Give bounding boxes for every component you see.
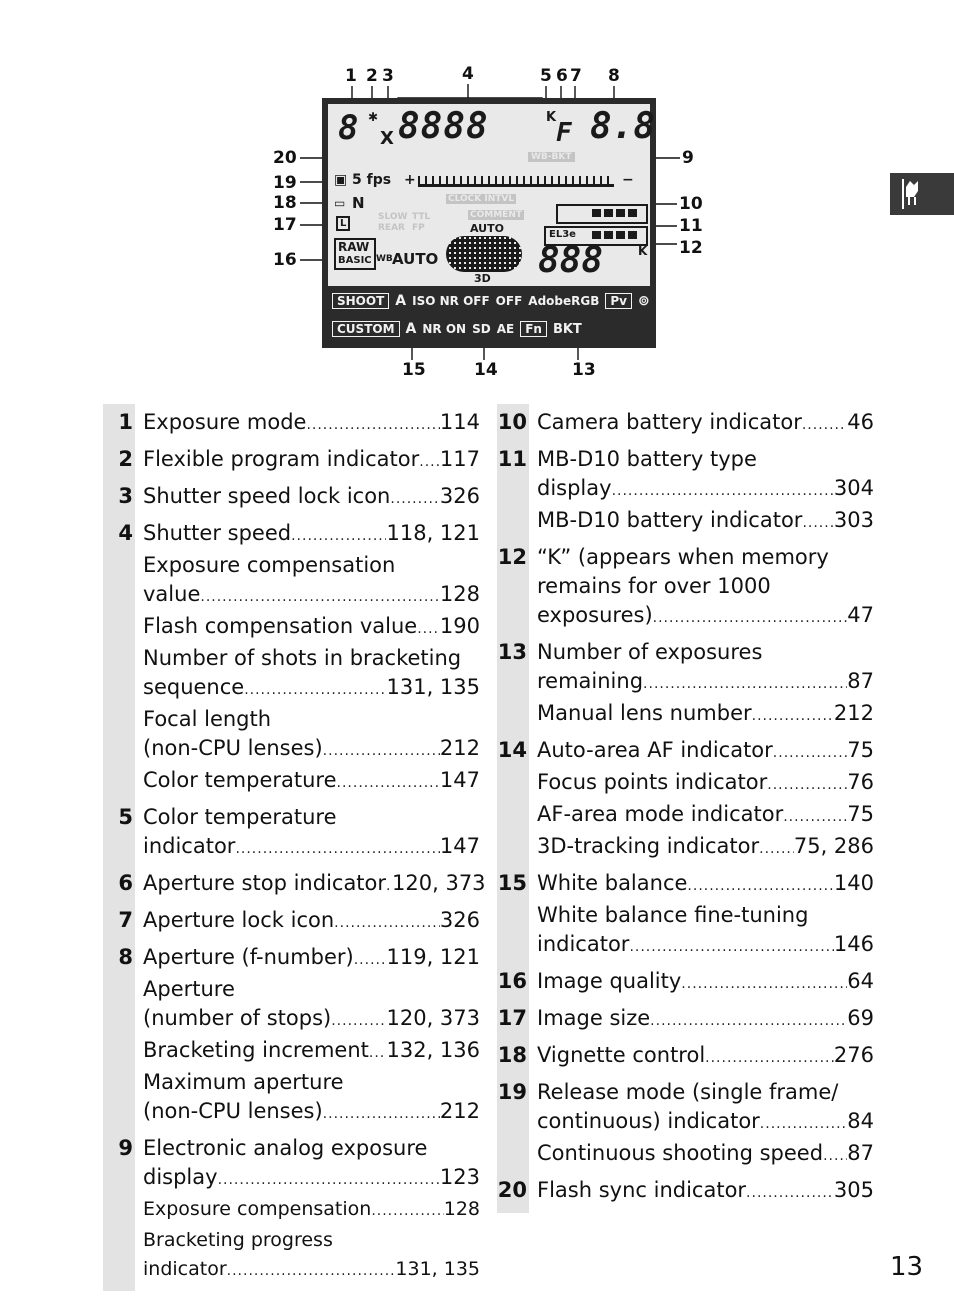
callout-3: 3 xyxy=(382,66,394,86)
callout-15: 15 xyxy=(402,360,426,380)
continuous-speed: 5 fps xyxy=(352,172,392,188)
focus-points-grid xyxy=(446,236,522,272)
item-label: (non-CPU lenses) xyxy=(143,1099,323,1123)
callout-18: 18 xyxy=(273,193,297,213)
list-item xyxy=(103,441,480,478)
dot-leader xyxy=(306,411,439,440)
list-item xyxy=(497,1074,874,1172)
item-line xyxy=(537,1139,874,1171)
item-number: 15 xyxy=(497,871,527,895)
item-line xyxy=(143,975,480,1004)
item-line xyxy=(537,1078,874,1107)
item-number: 19 xyxy=(497,1080,527,1104)
item-label: (number of stops) xyxy=(143,1006,332,1030)
dot-leader xyxy=(802,411,847,440)
item-label: Electronic analog exposure xyxy=(143,1136,428,1160)
item-line xyxy=(537,638,874,667)
list-item xyxy=(103,799,480,865)
item-number: 9 xyxy=(118,1136,133,1160)
item-number: 6 xyxy=(118,871,133,895)
dot-leader xyxy=(760,1110,847,1139)
shutter-speed-digits: 8888 xyxy=(398,106,489,147)
item-label: MB-D10 battery type xyxy=(537,447,757,471)
dot-leader xyxy=(629,933,833,962)
page-reference: 117 xyxy=(439,447,480,471)
item-label: indicator xyxy=(537,932,630,956)
comment-label: COMMENT xyxy=(470,210,522,220)
page-reference: 212 xyxy=(439,1099,480,1123)
callout-20: 20 xyxy=(273,148,297,168)
item-label: remaining xyxy=(537,669,644,693)
dot-leader xyxy=(291,522,386,551)
dot-leader xyxy=(334,909,440,938)
page-reference: 87 xyxy=(847,669,874,693)
item-label: Release mode (single frame/ xyxy=(537,1080,839,1104)
item-number: 20 xyxy=(497,1178,527,1202)
lcd-segment-area xyxy=(328,104,656,286)
dot-leader xyxy=(612,477,834,506)
item-number: 4 xyxy=(118,521,133,545)
item-line xyxy=(143,1226,480,1255)
item-line xyxy=(143,832,480,864)
dot-leader xyxy=(705,1044,834,1073)
item-label: Aperture xyxy=(143,977,235,1001)
item-line xyxy=(143,1097,480,1129)
page-reference: 147 xyxy=(439,834,480,858)
item-number: 14 xyxy=(497,738,527,762)
item-label: (non-CPU lenses) xyxy=(143,736,323,760)
dot-leader xyxy=(200,583,440,612)
page-reference: 76 xyxy=(847,770,874,794)
page-reference: 131, 135 xyxy=(386,675,480,699)
item-label: Exposure compensation xyxy=(143,553,396,577)
chapter-tab xyxy=(890,173,954,215)
exposure-mode-segment: 8 xyxy=(338,108,359,148)
page-reference: 128 xyxy=(443,1198,480,1220)
item-label: Exposure compensation xyxy=(143,1198,372,1220)
item-line xyxy=(143,906,480,938)
bkt-label: BKT xyxy=(552,321,582,337)
dot-leader xyxy=(323,1100,440,1129)
callout-13: 13 xyxy=(572,360,596,380)
item-line xyxy=(537,506,874,538)
callout-9: 9 xyxy=(682,148,694,168)
item-line xyxy=(537,832,874,864)
aperture-digits: 8.8 xyxy=(590,106,656,147)
item-label: “K” (appears when memory xyxy=(537,545,829,569)
page-reference: 212 xyxy=(439,736,480,760)
page-reference: 120, 373 xyxy=(392,871,486,895)
dot-leader xyxy=(783,803,847,832)
item-number: 11 xyxy=(497,447,527,471)
white-balance-auto: AUTO xyxy=(392,250,439,268)
list-item xyxy=(497,1172,874,1209)
wb-bkt-label: WB-BKT xyxy=(528,152,575,162)
item-label: Shutter speed lock icon xyxy=(143,484,391,508)
page-reference: 147 xyxy=(439,768,480,792)
exposures-remaining-digits: 888 xyxy=(538,240,604,281)
item-line xyxy=(537,901,874,930)
analog-exposure-display: + − xyxy=(404,172,634,188)
list-item xyxy=(497,539,874,634)
image-quality-box xyxy=(334,238,376,270)
item-label: exposures) xyxy=(537,603,653,627)
item-line xyxy=(537,474,874,506)
item-line xyxy=(537,601,874,633)
item-label: Bracketing increment xyxy=(143,1038,369,1062)
page-reference: 303 xyxy=(833,508,874,532)
dot-leader xyxy=(390,485,440,514)
item-label: Shutter speed xyxy=(143,521,292,545)
list-item xyxy=(103,865,486,902)
item-number: 18 xyxy=(497,1043,527,1067)
item-label: AF-area mode indicator xyxy=(537,802,784,826)
page-reference: 84 xyxy=(847,1109,874,1133)
page-reference: 304 xyxy=(833,476,874,500)
dot-leader xyxy=(419,448,440,477)
battery-type-display: EL3e xyxy=(549,229,576,240)
item-label: Image size xyxy=(537,1006,651,1030)
item-line xyxy=(143,1255,480,1286)
page-reference: 132, 136 xyxy=(386,1038,480,1062)
list-item xyxy=(103,515,480,799)
item-line xyxy=(537,1041,874,1073)
item-label: 3D-tracking indicator xyxy=(537,834,760,858)
item-label: Flexible program indicator xyxy=(143,447,420,471)
flash-sync-x: X xyxy=(380,128,394,149)
clock-intvl-label: CLOCK INTVL xyxy=(448,194,515,204)
item-line xyxy=(143,482,480,514)
wb-icon: WB xyxy=(376,254,393,264)
callout-11: 11 xyxy=(679,216,703,236)
item-label: Aperture (f-number) xyxy=(143,945,354,969)
page-reference: 75 xyxy=(847,738,874,762)
dot-leader xyxy=(773,739,847,768)
list-item xyxy=(497,865,874,963)
item-line xyxy=(143,1004,480,1036)
item-line xyxy=(143,445,480,477)
release-mode-icon: ▣ xyxy=(334,172,348,188)
nr-on: NR ON xyxy=(422,322,467,336)
page-reference: 64 xyxy=(847,969,874,993)
k-memory-indicator: K xyxy=(638,244,648,258)
item-line xyxy=(537,768,874,800)
item-line xyxy=(537,1176,874,1208)
list-item xyxy=(103,939,480,1130)
dot-leader xyxy=(759,835,794,864)
item-line xyxy=(537,408,874,440)
fn-label: Fn xyxy=(520,321,547,337)
item-line xyxy=(537,967,874,999)
item-label: Aperture lock icon xyxy=(143,908,335,932)
item-line xyxy=(143,408,480,440)
page-reference: 75, 286 xyxy=(793,834,874,858)
item-number: 3 xyxy=(118,484,133,508)
shoot-label: SHOOT xyxy=(332,293,389,309)
page-reference: 146 xyxy=(833,932,874,956)
dot-leader xyxy=(752,702,834,731)
item-label: Manual lens number xyxy=(537,701,752,725)
callout-19: 19 xyxy=(273,173,297,193)
item-line xyxy=(143,673,480,705)
dot-leader xyxy=(235,835,439,864)
rooster-icon xyxy=(890,173,954,215)
list-item xyxy=(497,732,874,865)
dot-leader xyxy=(681,970,847,999)
item-label: MB-D10 battery indicator xyxy=(537,508,803,532)
item-line xyxy=(537,572,874,601)
control-panel-lcd xyxy=(322,98,656,348)
item-label: Maximum aperture xyxy=(143,1070,344,1094)
dot-leader xyxy=(371,1197,443,1226)
reference-list-right xyxy=(497,404,874,1209)
af-auto-label: AUTO xyxy=(470,222,504,235)
item-label: Focus points indicator xyxy=(537,770,768,794)
item-label: value xyxy=(143,582,201,606)
page-reference: 119, 121 xyxy=(386,945,480,969)
item-label: White balance fine-tuning xyxy=(537,903,809,927)
dot-leader xyxy=(417,615,440,644)
item-number: 17 xyxy=(497,1006,527,1030)
page-reference: 47 xyxy=(847,603,874,627)
callout-12: 12 xyxy=(679,238,703,258)
item-line xyxy=(537,736,874,768)
adobe-rgb: AdobeRGB xyxy=(528,294,600,308)
custom-label: CUSTOM xyxy=(332,321,400,337)
af-icon: ⊚ xyxy=(638,293,650,309)
item-line xyxy=(143,1195,480,1226)
list-item xyxy=(497,963,874,1000)
vignette-n: N xyxy=(352,194,365,212)
item-line xyxy=(537,543,874,572)
item-line xyxy=(143,519,480,551)
flexible-program-icon: ✱ xyxy=(368,110,379,124)
callout-1: 1 xyxy=(345,66,357,86)
page-reference: 326 xyxy=(439,484,480,508)
dot-leader xyxy=(650,1007,847,1036)
list-item xyxy=(497,634,874,732)
dot-leader xyxy=(323,737,440,766)
item-label: Vignette control xyxy=(537,1043,706,1067)
item-label: Color temperature xyxy=(143,768,337,792)
color-temp-k: K xyxy=(546,110,557,125)
item-line xyxy=(537,869,874,901)
callout-2: 2 xyxy=(366,66,378,86)
dot-leader xyxy=(331,1007,386,1036)
item-line xyxy=(143,1036,480,1068)
dot-leader xyxy=(337,769,440,798)
item-number: 10 xyxy=(497,410,527,434)
dot-leader xyxy=(354,946,387,975)
item-line xyxy=(143,1163,480,1195)
item-line xyxy=(143,644,480,673)
page-reference: 69 xyxy=(847,1006,874,1030)
item-number: 13 xyxy=(497,640,527,664)
callout-16: 16 xyxy=(273,250,297,270)
shoot-bank: A xyxy=(395,293,407,309)
image-size-icon: L xyxy=(336,216,350,231)
item-label: display xyxy=(537,476,612,500)
dot-leader xyxy=(687,872,833,901)
item-line xyxy=(143,705,480,734)
item-number: 5 xyxy=(118,805,133,829)
callout-5: 5 xyxy=(540,66,552,86)
lcd-figure xyxy=(262,58,702,383)
item-line xyxy=(537,1004,874,1036)
item-label: Continuous shooting speed xyxy=(537,1141,824,1165)
list-item xyxy=(497,1000,874,1037)
item-label: sequence xyxy=(143,675,245,699)
item-label: Camera battery indicator xyxy=(537,410,802,434)
camera-battery-indicator xyxy=(556,204,648,224)
callout-17: 17 xyxy=(273,215,297,235)
callout-14: 14 xyxy=(474,360,498,380)
dot-leader xyxy=(823,1142,847,1171)
item-label: Flash compensation value xyxy=(143,614,418,638)
item-label: display xyxy=(143,1165,218,1189)
page-reference: 75 xyxy=(847,802,874,826)
item-line xyxy=(537,699,874,731)
item-label: Auto-area AF indicator xyxy=(537,738,773,762)
list-item xyxy=(103,478,480,515)
callout-8: 8 xyxy=(608,66,620,86)
item-number: 1 xyxy=(118,410,133,434)
custom-bank: A xyxy=(405,321,417,337)
list-item xyxy=(497,441,874,539)
item-line xyxy=(143,803,480,832)
item-line xyxy=(143,869,486,901)
item-label: Color temperature xyxy=(143,805,337,829)
item-number: 16 xyxy=(497,969,527,993)
page-reference: 131, 135 xyxy=(395,1258,480,1280)
dot-leader xyxy=(767,771,847,800)
adl-off: OFF xyxy=(495,294,523,308)
page-reference: 118, 121 xyxy=(386,521,480,545)
item-line xyxy=(143,551,480,580)
item-line xyxy=(143,943,480,975)
item-line xyxy=(143,612,480,644)
item-line xyxy=(143,1134,480,1163)
page-reference: 276 xyxy=(833,1043,874,1067)
item-line xyxy=(537,930,874,962)
item-label: Number of exposures xyxy=(537,640,763,664)
pv-label: Pv xyxy=(605,293,632,309)
reference-list-left xyxy=(103,404,486,1287)
item-label: indicator xyxy=(143,1258,227,1280)
item-label: Focal length xyxy=(143,707,272,731)
dot-leader xyxy=(643,670,847,699)
page-reference: 128 xyxy=(439,582,480,606)
image-quality-raw: RAW xyxy=(338,240,370,254)
item-label: Exposure mode xyxy=(143,410,307,434)
list-item xyxy=(103,404,480,441)
dot-leader xyxy=(218,1166,440,1195)
page-reference: 114 xyxy=(439,410,480,434)
item-line xyxy=(537,800,874,832)
page-reference: 123 xyxy=(439,1165,480,1189)
item-label: Aperture stop indicator xyxy=(143,871,387,895)
vignette-icon: ▭ xyxy=(334,196,346,210)
dot-leader xyxy=(653,604,848,633)
page-reference: 190 xyxy=(439,614,480,638)
page-reference: 46 xyxy=(847,410,874,434)
callout-10: 10 xyxy=(679,194,703,214)
dot-leader xyxy=(244,676,386,705)
item-line xyxy=(143,580,480,612)
item-line xyxy=(143,734,480,766)
item-label: Flash sync indicator xyxy=(537,1178,747,1202)
item-line xyxy=(537,445,874,474)
item-label: continuous) indicator xyxy=(537,1109,760,1133)
item-number: 7 xyxy=(118,908,133,932)
callout-4: 4 xyxy=(462,64,474,84)
item-line xyxy=(537,1107,874,1139)
page-number: 13 xyxy=(890,1252,924,1282)
dot-leader xyxy=(369,1039,387,1068)
page-reference: 120, 373 xyxy=(386,1006,480,1030)
list-item xyxy=(103,1130,480,1287)
af-3d-label: 3D xyxy=(474,272,491,285)
item-number: 12 xyxy=(497,545,527,569)
item-line xyxy=(537,667,874,699)
dot-leader xyxy=(227,1257,396,1286)
callout-6: 6 xyxy=(556,66,568,86)
item-label: White balance xyxy=(537,871,688,895)
slow-rear-label: SLOW REAR xyxy=(378,212,408,233)
aperture-stop-f: F xyxy=(556,118,572,148)
iso-nr-off: ISO NR OFF xyxy=(412,294,490,308)
item-label: Number of shots in bracketing xyxy=(143,646,462,670)
item-label: Bracketing progress xyxy=(143,1229,333,1251)
dot-leader xyxy=(746,1179,834,1208)
list-item xyxy=(103,902,480,939)
image-quality-basic: BASIC xyxy=(338,255,372,266)
item-number: 8 xyxy=(118,945,133,969)
item-label: remains for over 1000 xyxy=(537,574,771,598)
item-line xyxy=(143,1068,480,1097)
ttl-fp-label: TTL FP xyxy=(412,212,431,233)
page-reference: 87 xyxy=(847,1141,874,1165)
dot-leader xyxy=(802,509,833,538)
ae-label: AE xyxy=(496,322,515,336)
callout-7: 7 xyxy=(570,66,582,86)
item-line xyxy=(143,766,480,798)
item-label: indicator xyxy=(143,834,236,858)
item-label: Image quality xyxy=(537,969,682,993)
list-item xyxy=(497,404,874,441)
lcd-bottom-rows xyxy=(322,288,656,348)
page-reference: 305 xyxy=(833,1178,874,1202)
page-reference: 140 xyxy=(833,871,874,895)
list-item xyxy=(497,1037,874,1074)
item-number: 2 xyxy=(118,447,133,471)
page-reference: 326 xyxy=(439,908,480,932)
page-reference: 212 xyxy=(833,701,874,725)
sd-label: SD xyxy=(472,322,491,336)
